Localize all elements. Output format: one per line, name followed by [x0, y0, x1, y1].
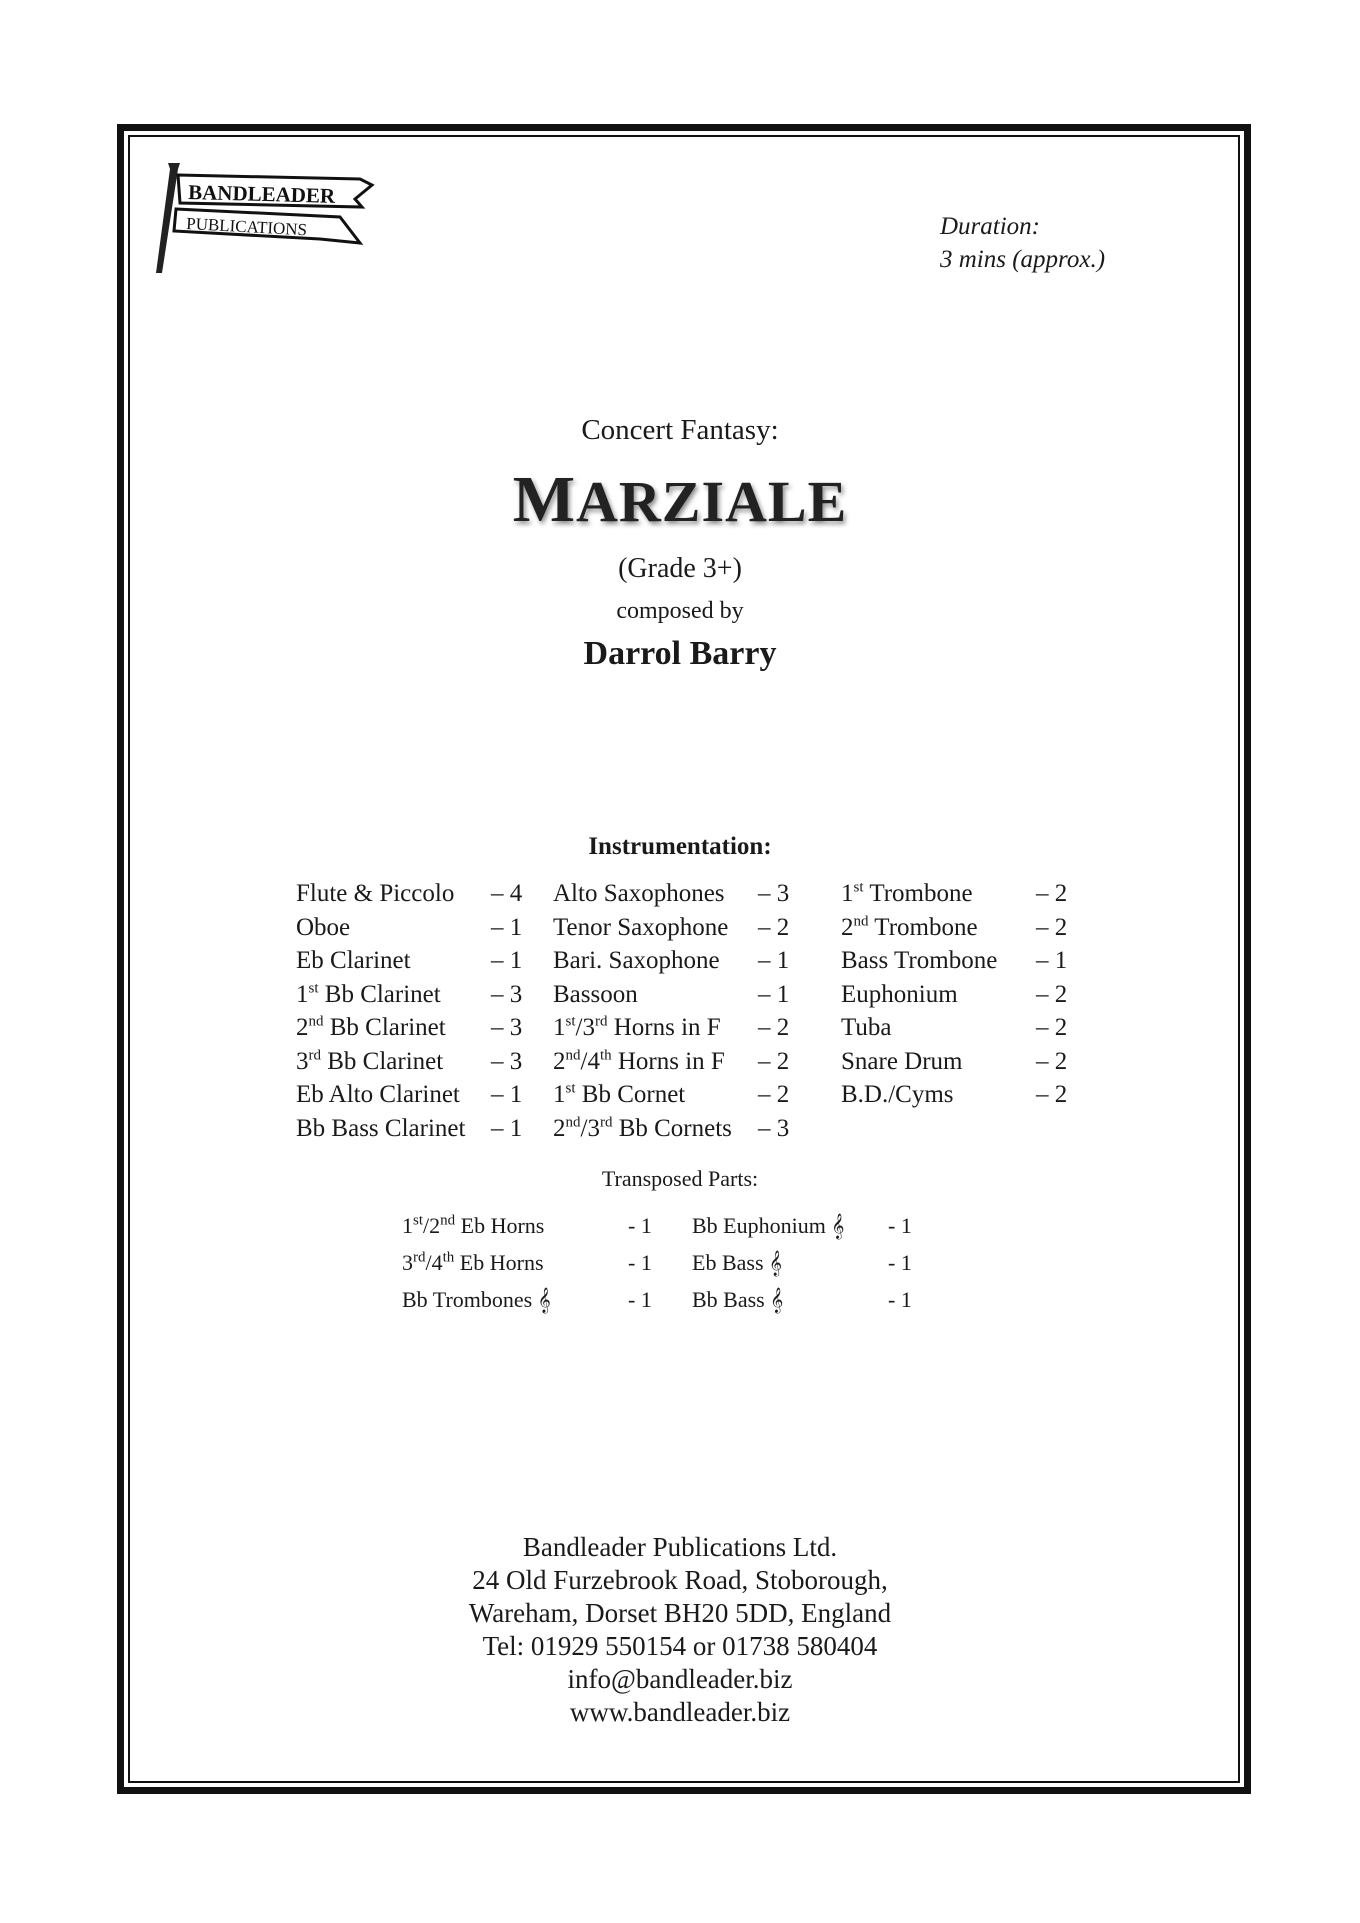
- part-name: Bari. Saxophone: [553, 947, 720, 974]
- bandleader-logo: [150, 155, 410, 273]
- part-name: Bb Trombones 𝄞: [402, 1287, 551, 1312]
- part-name: 2nd Bb Clarinet: [296, 1013, 446, 1041]
- part-name: 2nd/4th Horns in F: [553, 1047, 725, 1075]
- part-count: – 1: [491, 913, 523, 941]
- part-count: - 1: [628, 1287, 652, 1312]
- publisher-address-line-2: Wareham, Dorset BH20 5DD, England: [468, 1598, 892, 1628]
- duration-block: [940, 210, 1105, 276]
- part-count: – 2: [1036, 980, 1068, 1008]
- part-name: 1st/2nd Eb Horns: [402, 1212, 545, 1238]
- publisher-name: Bandleader Publications Ltd.: [522, 1532, 838, 1562]
- part-count: – 2: [758, 1047, 790, 1075]
- part-count: – 3: [758, 1114, 790, 1142]
- part-name: 3rd Bb Clarinet: [296, 1047, 444, 1075]
- part-name: Alto Saxophones: [553, 880, 725, 907]
- publisher-block: [0, 1531, 1360, 1729]
- piece-title-initial: M: [512, 463, 576, 536]
- publisher-email: info@bandleader.biz: [567, 1664, 793, 1694]
- logo-line1: BANDLEADER: [187, 180, 336, 208]
- transposed-parts-heading: Transposed Parts:: [601, 1166, 759, 1191]
- instrumentation-heading: Instrumentation:: [588, 833, 772, 860]
- part-count: - 1: [888, 1287, 912, 1312]
- duration-label: Duration:: [940, 213, 1040, 240]
- part-count: - 1: [628, 1213, 652, 1238]
- part-count: – 3: [491, 1014, 523, 1041]
- part-count: – 3: [491, 980, 523, 1008]
- part-name: Eb Bass 𝄞: [692, 1250, 783, 1275]
- part-count: – 2: [1036, 1014, 1068, 1041]
- part-count: – 2: [1036, 880, 1068, 907]
- part-count: – 2: [758, 1014, 790, 1041]
- piece-title: [0, 462, 1360, 538]
- part-count: – 2: [1036, 913, 1068, 941]
- part-count: - 1: [888, 1213, 912, 1238]
- part-count: – 4: [491, 880, 523, 907]
- publisher-website: www.bandleader.biz: [569, 1697, 791, 1727]
- publisher-telephone: Tel: 01929 550154 or 01738 580404: [482, 1631, 878, 1661]
- part-name: 3rd/4th Eb Horns: [402, 1249, 544, 1275]
- part-name: 1st Trombone: [841, 879, 973, 907]
- part-name: Bass Trombone: [841, 947, 998, 974]
- part-count: – 2: [1036, 1081, 1068, 1108]
- part-name: Tuba: [841, 1014, 892, 1041]
- logo-line2: PUBLICATIONS: [185, 214, 308, 240]
- part-name: Snare Drum: [841, 1047, 963, 1075]
- part-count: – 1: [491, 947, 523, 974]
- part-count: – 3: [758, 880, 790, 907]
- grade-label: (Grade 3+): [618, 553, 742, 584]
- part-count: – 1: [491, 1081, 523, 1108]
- part-name: 2nd Trombone: [841, 913, 978, 941]
- part-count: – 1: [758, 980, 790, 1008]
- part-name: 1st/3rd Horns in F: [553, 1013, 721, 1041]
- part-count: – 3: [491, 1047, 523, 1075]
- part-name: Bassoon: [553, 980, 638, 1008]
- part-name: Bb Bass 𝄞: [692, 1287, 784, 1312]
- part-count: - 1: [888, 1250, 912, 1275]
- composer-name: Darrol Barry: [583, 635, 777, 672]
- part-count: – 1: [758, 947, 790, 974]
- publisher-address-line-1: 24 Old Furzebrook Road, Stoborough,: [472, 1565, 888, 1595]
- part-name: Eb Clarinet: [296, 947, 411, 974]
- piece-title-rest: ARZIALE: [576, 469, 848, 534]
- part-name: 1st Bb Cornet: [553, 1080, 686, 1108]
- part-name: Tenor Saxophone: [553, 913, 729, 941]
- composed-by-label: composed by: [616, 598, 744, 624]
- part-count: – 2: [1036, 1047, 1068, 1075]
- piece-subtitle: Concert Fantasy:: [581, 414, 779, 446]
- part-name: Euphonium: [841, 980, 958, 1008]
- duration-value: 3 mins (approx.): [940, 246, 1106, 273]
- part-count: - 1: [628, 1250, 652, 1275]
- part-name: Oboe: [296, 913, 351, 941]
- part-name: Eb Alto Clarinet: [296, 1081, 460, 1108]
- part-name: Bb Bass Clarinet: [296, 1114, 466, 1142]
- part-name: B.D./Cyms: [841, 1081, 954, 1108]
- part-name: 2nd/3rd Bb Cornets: [553, 1114, 732, 1142]
- part-name: 1st Bb Clarinet: [296, 980, 441, 1008]
- part-count: – 2: [758, 1081, 790, 1108]
- part-name: Flute & Piccolo: [296, 880, 455, 907]
- part-count: – 2: [758, 913, 790, 941]
- part-count: – 1: [491, 1114, 523, 1142]
- part-count: – 1: [1036, 947, 1068, 974]
- part-name: Bb Euphonium 𝄞: [692, 1213, 845, 1238]
